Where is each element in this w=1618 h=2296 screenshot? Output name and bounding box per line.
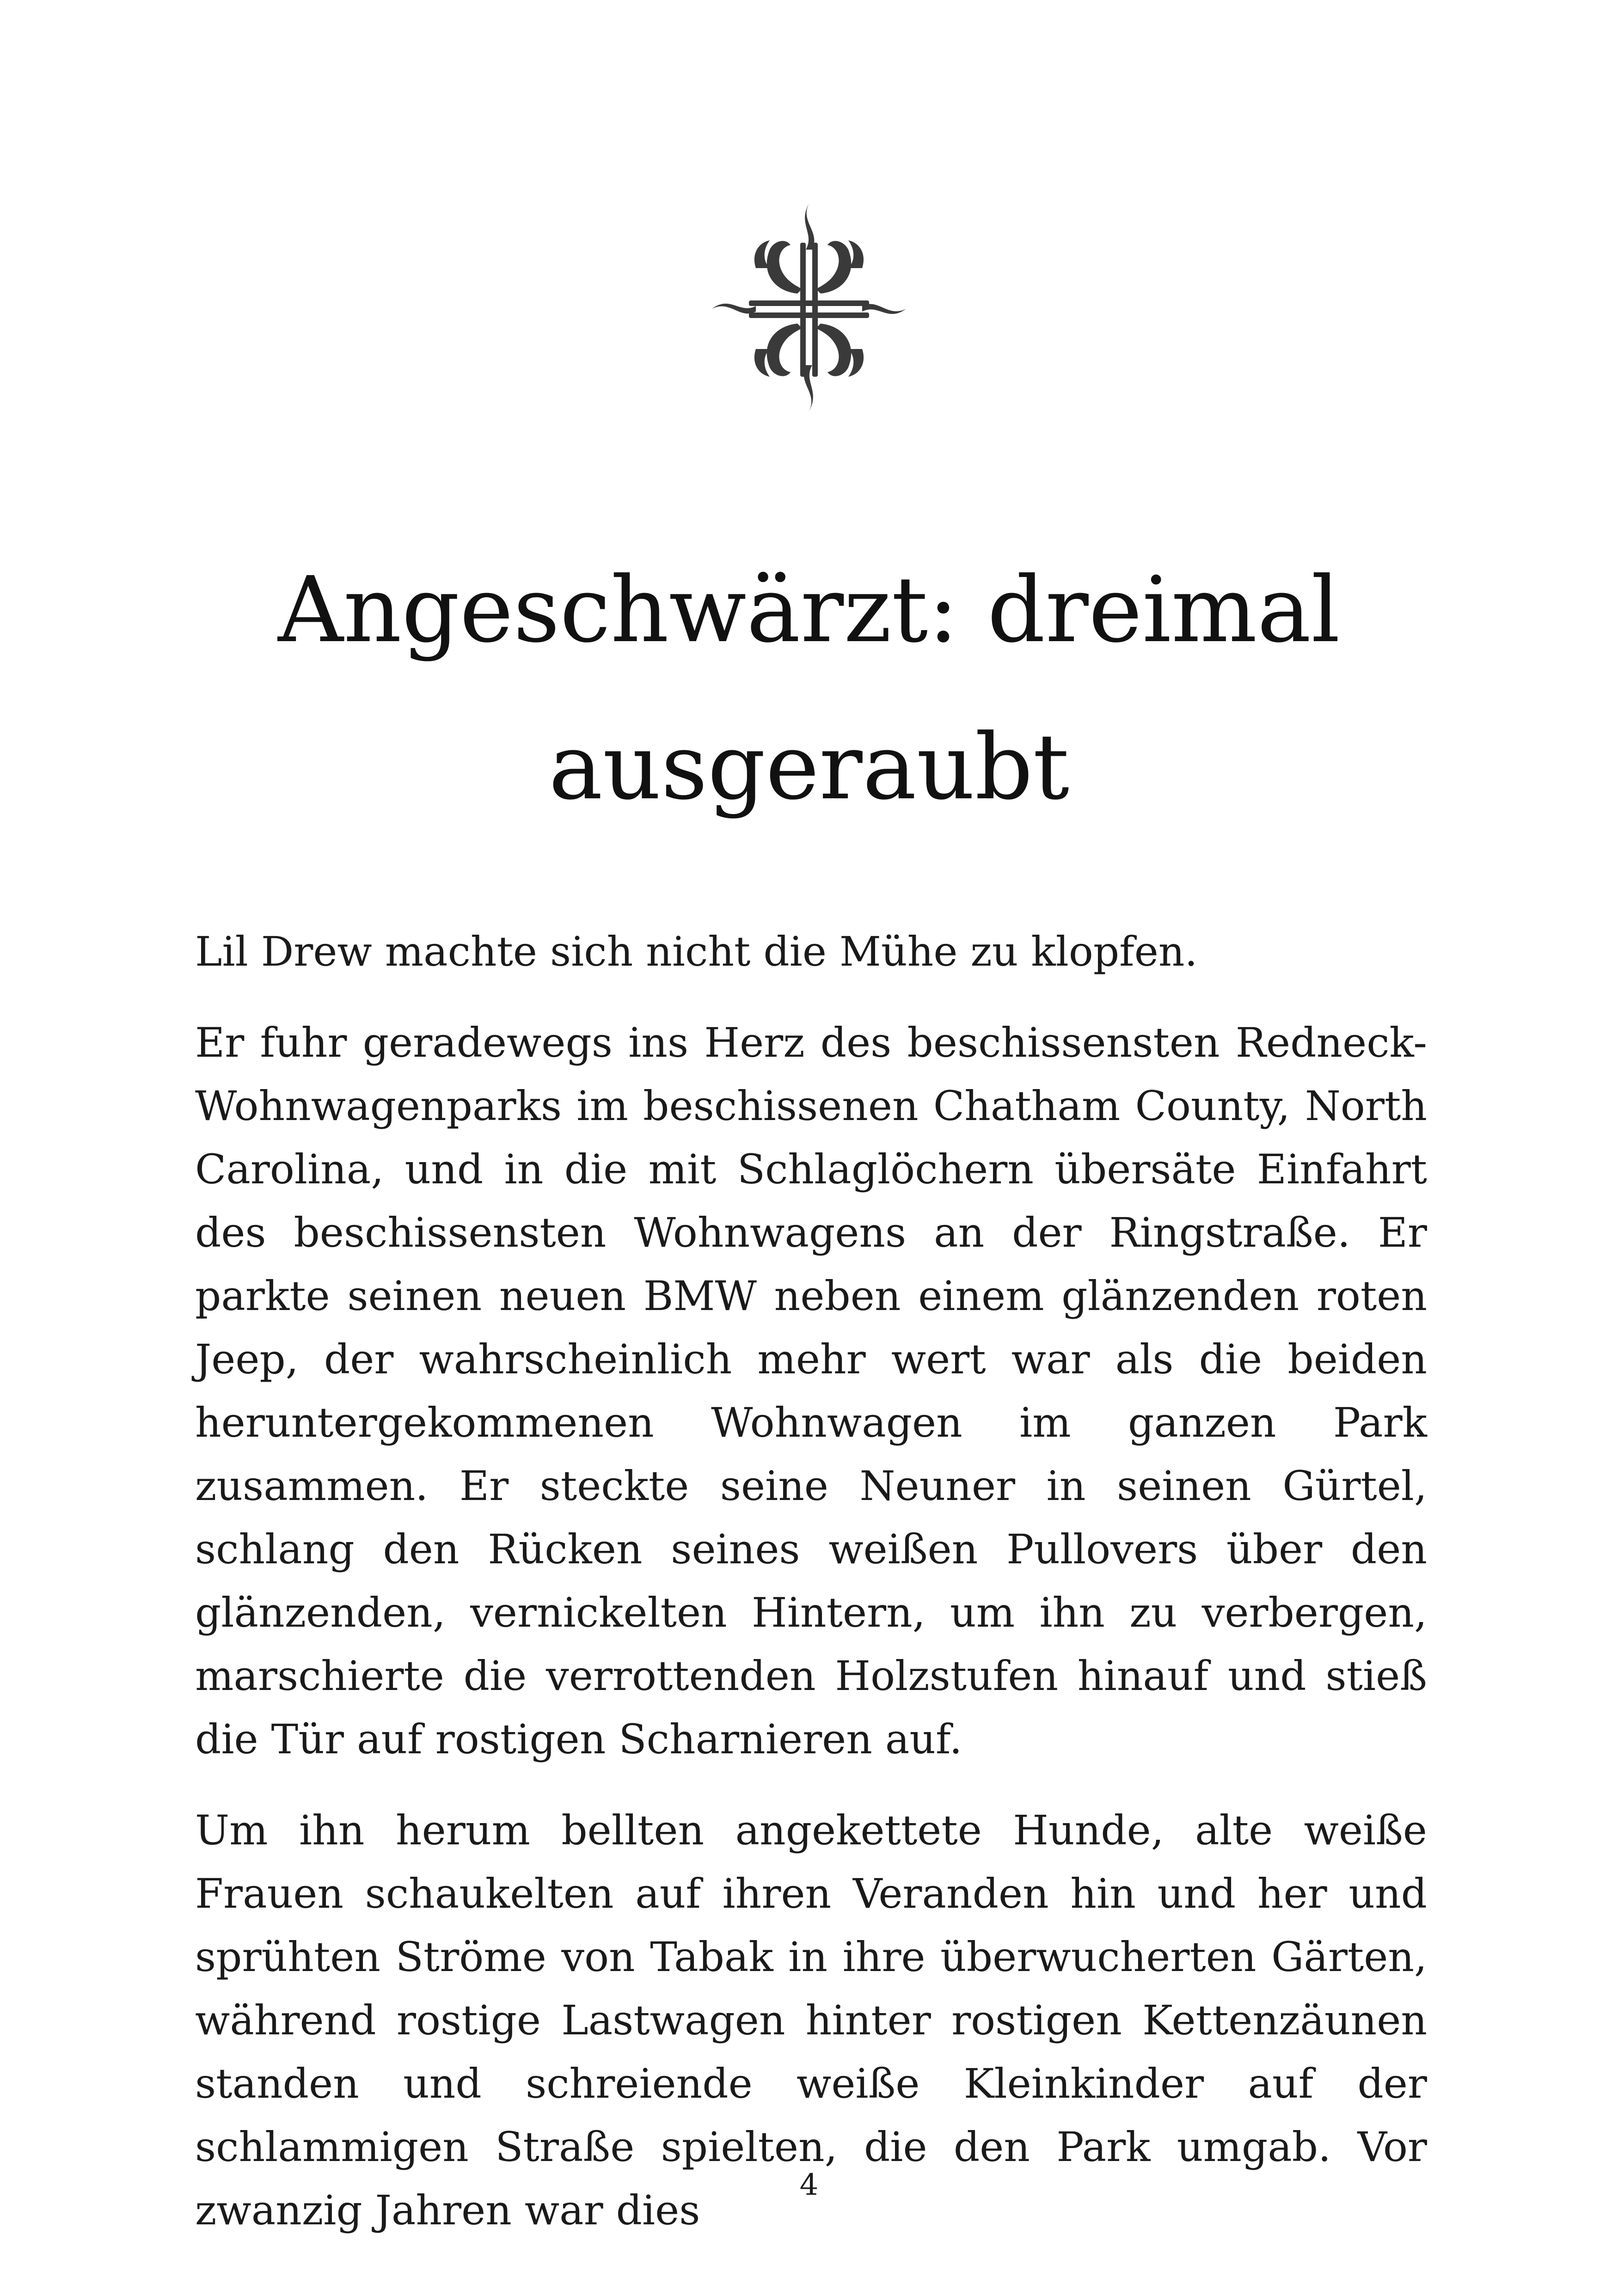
paragraph-3: Um ihn herum bellten angekettete Hunde, alte weiße Frauen schaukelten auf ihren Veranden hin und her und sprühten Ströme von Tabak in ihre überwucherten Gärten, während rostige Lastwagen hinter rostigen Kettenzäunen standen und schreiende weiße Kleinkinder auf der schlammigen Straße spielten, die den Park umgab. Vor zwanzig Jahren war dies <box>195 1806 1427 2234</box>
page-number: 4 <box>799 2168 819 2202</box>
chapter-title <box>139 532 1479 846</box>
chapter-title-line-2: ausgeraubt <box>548 715 1070 820</box>
paragraph-1: Lil Drew machte sich nicht die Mühe zu klopfen. <box>195 928 1198 975</box>
paragraph-2: Er fuhr geradewegs ins Herz des beschissensten Redneck-Wohnwagenparks im beschissenen Chatham County, North Carolina, und in die mit Schlaglöchern übersäte Einfahrt des beschissensten Wohnwagens an der Ringstraße. Er parkte seinen neuen BMW neben einem glänzenden roten Jeep, der wahrscheinlich mehr wert war als die beiden heruntergekommenen Wohnwagen im ganzen Park zusammen. Er steckte seine Neuner in seinen Gürtel, schlang den Rücken seines weißen Pullovers über den glänzenden, vernickelten Hintern, um ihn zu verbergen, marschierte die verrottenden Holzstufen hinauf und stieß die Tür auf rostigen Scharnieren auf. <box>195 1019 1427 1763</box>
cross-flourish-ornament-icon <box>705 199 913 416</box>
chapter-body <box>195 920 1427 2270</box>
chapter-title-line-1: Angeschwärzt: dreimal <box>278 557 1340 663</box>
